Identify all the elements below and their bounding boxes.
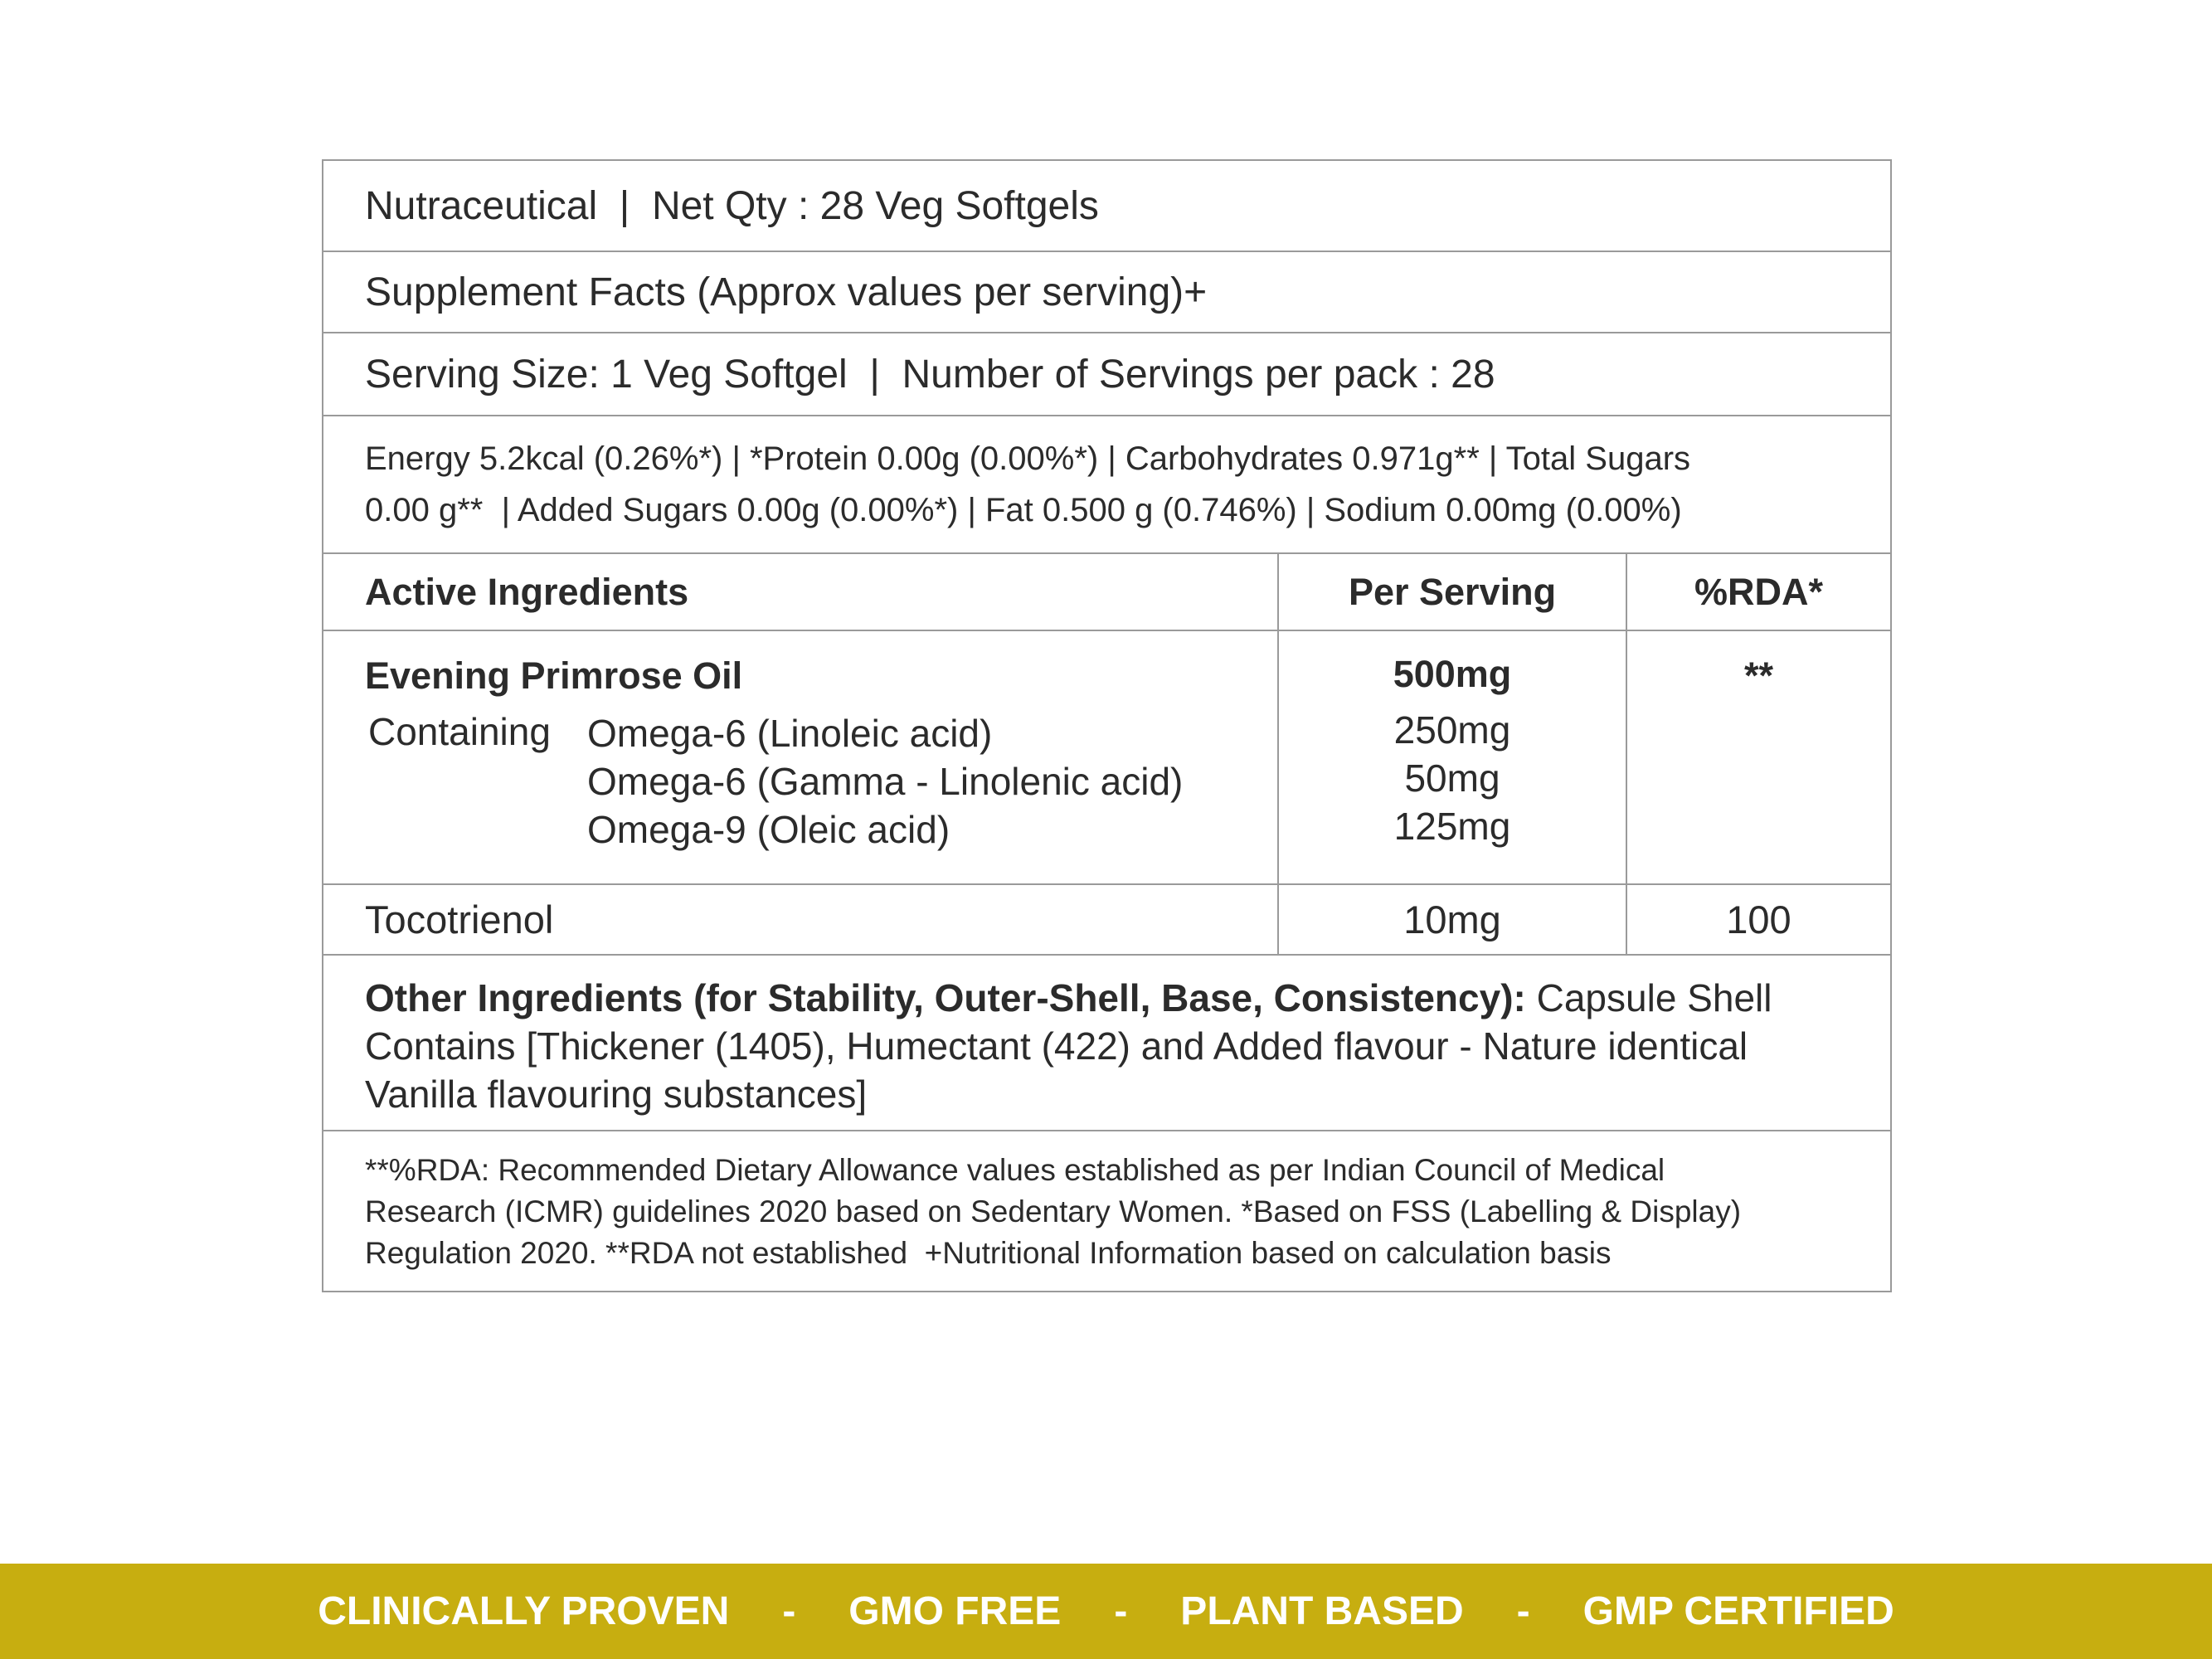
net-qty-text: Nutraceutical | Net Qty : 28 Veg Softgels xyxy=(365,183,1099,228)
claim-separator: - xyxy=(782,1589,796,1633)
containing-label: Containing xyxy=(368,710,551,753)
sub-ingredient-amounts xyxy=(1279,706,1626,850)
net-qty-row xyxy=(323,161,1890,252)
sub-ingredient-name: Omega-6 (Gamma - Linolenic acid) xyxy=(587,760,1184,803)
serving-size-row xyxy=(323,333,1890,416)
nutrition-line: Energy 5.2kcal (0.26%*) | *Protein 0.00g (0.00%*) | Carbohydrates 0.971g** | Total Sugars xyxy=(365,440,1691,477)
claim-plant-based: PLANT BASED xyxy=(1180,1589,1464,1633)
ingredient-name: Evening Primrose Oil xyxy=(365,654,743,697)
evening-primrose-rda: ** xyxy=(1743,654,1774,697)
supplement-facts-row xyxy=(323,252,1890,333)
header-rda: %RDA* xyxy=(1694,570,1824,613)
sub-ingredient-name: Omega-9 (Oleic acid) xyxy=(587,808,950,851)
other-ingredients xyxy=(323,956,1890,1131)
serving-size-text: Serving Size: 1 Veg Softgel | Number of Servings per pack : 28 xyxy=(365,352,1495,397)
sub-ingredient-name: Omega-6 (Linoleic acid) xyxy=(587,712,993,755)
evening-primrose-cell xyxy=(323,631,1279,883)
sub-ingredient-amount: 50mg xyxy=(1404,757,1500,800)
claim-gmo-free: GMO FREE xyxy=(848,1589,1062,1633)
tocotrienol-row xyxy=(323,885,1890,956)
sub-ingredient-list xyxy=(587,709,1183,854)
ingredients-header-row xyxy=(323,554,1890,631)
claim-clinically-proven: CLINICALLY PROVEN xyxy=(318,1589,730,1633)
claim-gmp-certified: GMP CERTIFIED xyxy=(1582,1589,1894,1633)
sub-ingredient-amount: 250mg xyxy=(1393,708,1511,752)
supplement-facts-title: Supplement Facts (Approx values per serving)+ xyxy=(365,270,1208,314)
claim-separator: - xyxy=(1114,1589,1128,1633)
other-ingredients-text: Capsule Shell Contains [Thickener (1405), Humectant (422) and Added flavour - Nature identical Vanilla flavouring substances] xyxy=(365,976,1772,1116)
other-ingredients-heading: Other Ingredients (for Stability, Outer-Shell, Base, Consistency): xyxy=(365,976,1526,1019)
claim-separator: - xyxy=(1516,1589,1530,1633)
claims-banner xyxy=(0,1564,2212,1659)
tocotrienol-rda: 100 xyxy=(1726,898,1791,941)
footnote-line: Research (ICMR) guidelines 2020 based on Sedentary Women. *Based on FSS (Labelling & Display) xyxy=(365,1194,1742,1228)
ingredient-amount: 500mg xyxy=(1393,653,1512,695)
footnote-line: **%RDA: Recommended Dietary Allowance values established as per Indian Council of Medical xyxy=(365,1153,1665,1187)
tocotrienol-amount: 10mg xyxy=(1279,885,1627,954)
tocotrienol-name: Tocotrienol xyxy=(323,885,1279,954)
header-per-serving: Per Serving xyxy=(1279,554,1627,630)
nutrition-line: 0.00 g** | Added Sugars 0.00g (0.00%*) | Fat 0.500 g (0.746%) | Sodium 0.00mg (0.00%) xyxy=(365,492,1682,528)
containing-block xyxy=(365,709,1277,854)
header-active-ingredients: Active Ingredients xyxy=(323,554,1279,630)
supplement-facts-table xyxy=(322,159,1892,1292)
evening-primrose-row xyxy=(323,631,1890,885)
evening-primrose-amounts xyxy=(1279,631,1627,883)
nutrition-row xyxy=(323,416,1890,554)
sub-ingredient-amount: 125mg xyxy=(1393,805,1511,848)
footnote-line: Regulation 2020. **RDA not established +Nutritional Information based on calculation basis xyxy=(365,1236,1612,1270)
footnotes xyxy=(323,1131,1890,1291)
